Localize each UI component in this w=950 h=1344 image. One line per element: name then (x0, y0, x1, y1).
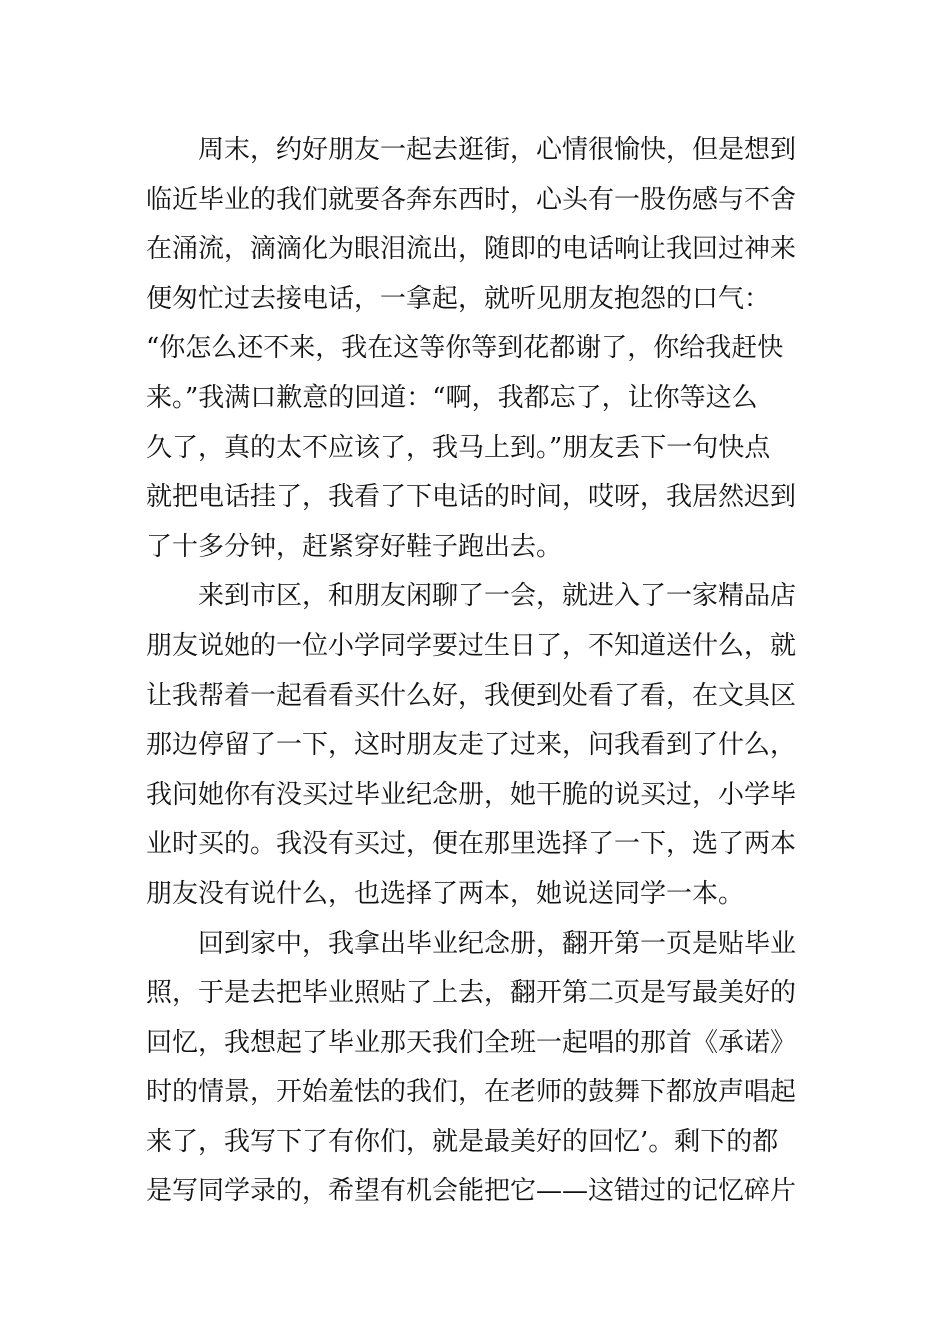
paragraph-3-line-3: 回忆，我想起了毕业那天我们全班一起唱的那首《承诺》 (146, 1027, 797, 1058)
paragraph-1-line-3: 在涌流，滴滴化为眼泪流出，随即的电话响让我回过神来 (146, 234, 797, 265)
paragraph-1-line-6: 来。”我满口歉意的回道：“啊，我都忘了，让你等这么 (146, 382, 758, 413)
paragraph-3-line-4: 时的情景，开始羞怯的我们，在老师的鼓舞下都放声唱起 (146, 1077, 797, 1108)
paragraph-1-line-4: 便匆忙过去接电话，一拿起，就听见朋友抱怨的口气： (146, 283, 771, 314)
paragraph-2-line-5: 我问她你有没买过毕业纪念册，她干脆的说买过，小学毕 (146, 779, 797, 810)
paragraph-1-line-7: 久了，真的太不应该了，我马上到。”朋友丢下一句快点 (146, 432, 771, 463)
paragraph-2-line-6: 业时买的。我没有买过，便在那里选择了一下，选了两本 (146, 829, 797, 860)
paragraph-1-line-5: “你怎么还不来，我在这等你等到花都谢了，你给我赶快 (146, 333, 784, 364)
paragraph-2-line-1: 来到市区，和朋友闲聊了一会，就进入了一家精品店 (198, 581, 797, 612)
paragraph-3-line-1: 回到家中，我拿出毕业纪念册，翻开第一页是贴毕业 (198, 928, 797, 959)
paragraph-1-line-2: 临近毕业的我们就要各奔东西时，心头有一股伤感与不舍 (146, 184, 797, 215)
paragraph-2-line-4: 那边停留了一下，这时朋友走了过来，问我看到了什么， (146, 730, 797, 761)
paragraph-3-line-5: 来了，我写下了有你们，就是最美好的回忆’。剩下的都 (146, 1126, 779, 1157)
body-text (146, 126, 806, 1217)
paragraph-2-line-7: 朋友没有说什么，也选择了两本，她说送同学一本。 (146, 878, 745, 909)
paragraph-2-line-3: 让我帮着一起看看买什么好，我便到处看了看，在文具区 (146, 680, 797, 711)
paragraph-3-line-2: 照，于是去把毕业照贴了上去，翻开第二页是写最美好的 (146, 978, 797, 1009)
paragraph-2-line-2: 朋友说她的一位小学同学要过生日了，不知道送什么，就 (146, 630, 797, 661)
paragraph-1-line-1: 周末，约好朋友一起去逛街，心情很愉快，但是想到 (198, 135, 797, 165)
paragraph-1-line-8: 就把电话挂了，我看了下电话的时间，哎呀，我居然迟到 (146, 482, 797, 513)
paragraph-3-line-6: 是写同学录的，希望有机会能把它——这错过的记忆碎片 (146, 1176, 797, 1207)
paragraph-1-line-9: 了十多分钟，赶紧穿好鞋子跑出去。 (146, 531, 563, 562)
